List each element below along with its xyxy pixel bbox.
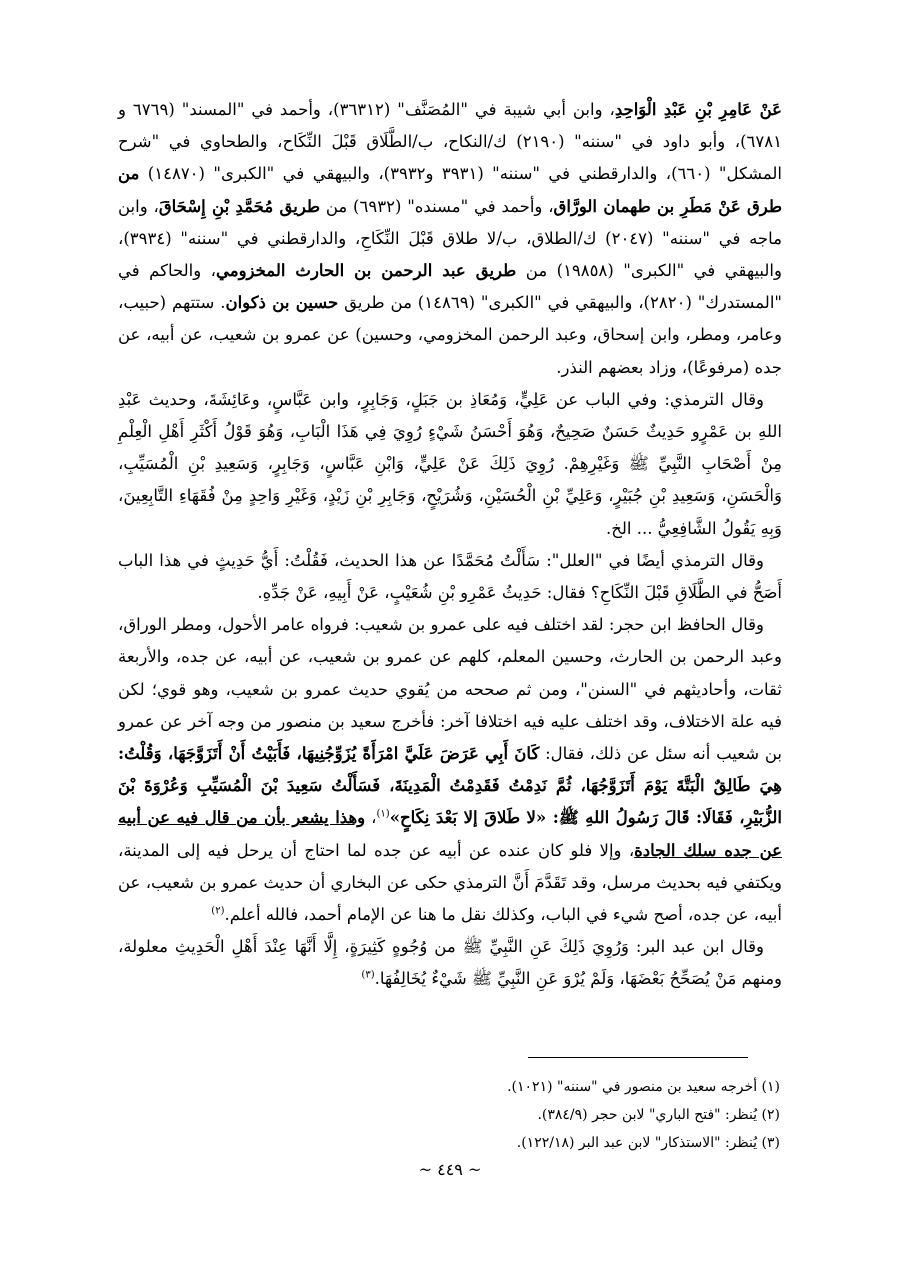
footnote-ref-3[interactable]: (٣): [361, 969, 375, 981]
narrator-husayn: حسين بن ذكوان: [225, 293, 339, 313]
footnotes: [400, 1073, 780, 1157]
page-number: ~ ٤٤٩ ~: [418, 1160, 482, 1179]
narrator-amir: عَنْ عَامِرِ بْنِ عَبْدِ الْوَاحِدِ: [614, 100, 782, 119]
footnote-2: (٢) يُنظر: "فتح الباري" لابن حجر (٣٨٤/٩).: [537, 1107, 780, 1123]
underlined-remark: وهذا يشعر بأن من قال فيه عن أبيه عن جده سلك الجادة: [118, 808, 782, 860]
footnote-ref-2[interactable]: (٢): [211, 905, 225, 917]
narrator-matar: من طرق عَنْ مَطَرِ بن طهمان الورَّاق: [118, 164, 783, 216]
paragraph-1: عَنْ عَامِرِ بْنِ عَبْدِ الْوَاحِدِ، وابن أبي شيبة في "المُصَنَّف" (٣٦٣١٢)، وأحمد في "المسند" (٦٧٦٩ و ٦٧٨١)، وأبو داود في "سننه" (٢١٩٠) ك/النكاح، ب/الطَّلَاق قَبْلَ النِّكَاح، والطحاوي في "شرح المشكل" (٦٦٠)، والدارقطني في "سننه" (٣٩٣١ و٣٩٣٢)، والبيهقي في "الكبرى" (١٤٨٧٠) من طرق عَنْ مَطَرِ بن طهمان الورَّاق، وأحمد في "مسنده" (٦٩٣٢) من طريق مُحَمَّدِ بْنِ إِسْحَاقَ، وابن ماجه في "سننه" (٢٠٤٧) ك/الطلاق، ب/لا طلاق قَبْلَ النِّكَاحِ، والدارقطني في "سننه" (٣٩٣٤)، والبيهقي في "الكبرى" (١٩٨٥٨) من طريق عبد الرحمن بن الحارث المخزومي، والحاكم في "المستدرك" (٢٨٢٠)، والبيهقي في "الكبرى" (١٤٨٦٩) من طريق حسين بن ذكوان. ستتهم (حبيب، وعامر، ومطر، وابن إسحاق، وعبد الرحمن المخزومي، وحسين) عن عمرو بن شعيب، عن أبيه، عن جده (مرفوعًا)، وزاد بعضهم النذر.: [118, 100, 783, 377]
footnote-ref-1[interactable]: (١): [376, 808, 390, 820]
paragraph-2: وقال الترمذي: وفي الباب عن عَلِيٍّ، وَمُعَاذِ بن جَبَلٍ، وَجَابِرٍ، وابن عَبَّاسٍ، وعَائِشَةَ، وحديث عَبْدِ اللهِ بن عَمْرٍو حَدِيثٌ حَسَنٌ صَحِيحٌ، وَهُوَ أَحْسَنُ شَيْءٍ رُوِيَ فِي هَذَا الْبَابِ، وَهُوَ قَوْلُ أَكْثَرِ أَهْلِ الْعِلْمِ مِنْ أَصْحَابِ النَّبِيِّ ﷺ وَغَيْرِهِمْ. رُوِيَ ذَلِكَ عَنْ عَلِيٍّ، وَابْنِ عَبَّاسٍ، وَجَابِرٍ، وَسَعِيدِ بْنِ الْمُسَيِّبِ، وَالْحَسَنِ، وَسَعِيدِ بْنِ جُبَيْرٍ، وَعَلِيِّ بْنِ الْحُسَيْنِ، وَشُرَيْحٍ، وَجَابِرِ بْنِ زَيْدٍ، وَغَيْرِ وَاحِدٍ مِنْ فُقَهَاءِ التَّابِعِينَ، وَبِهِ يَقُولُ الشَّافِعِيُّ ... الخ.: [118, 389, 782, 538]
narrator-abdulrahman: طريق عبد الرحمن بن الحارث المخزومي: [215, 261, 517, 281]
hadith-quote: كَانَ أَبِي عَرَضَ عَلَيَّ امْرَأَةً يُزَوِّجُنِيهَا، فَأَبَيْتُ أَنْ أَتَزَوَّجَهَا، وَقُلْتُ: هِيَ طَالِقٌ الْبَتَّةَ يَوْمَ أَتَزَوَّجُهَا، ثُمَّ نَدِمْتُ فَقَدِمْتُ الْمَدِينَةَ، فَسَأَلْتُ سَعِيدَ بْنَ الْمُسَيِّبِ وَعُرْوَةَ بْنَ الزُّبَيْرِ، فَقَالَا: قَالَ رَسُولُ اللهِ ﷺ: «لا طَلاقَ إلا بَعْدَ نِكَاحٍ»: [118, 744, 782, 828]
footnote-1: (١) أخرجه سعيد بن منصور في "سننه" (١٠٢١).: [507, 1079, 780, 1095]
main-text: [118, 94, 782, 996]
narrator-ibn-ishaq: طريق مُحَمَّدِ بْنِ إِسْحَاقَ: [158, 196, 321, 216]
paragraph-4: وقال الحافظ ابن حجر: لقد اختلف فيه على عمرو بن شعيب: فرواه عامر الأحول، ومطر الوراق، وعبد الرحمن بن الحارث، وحسين المعلم، كلهم عن عمرو بن شعيب، عن أبيه، عن جده، والأربعة ثقات، وأحاديثهم في "السنن"، ومن ثم صححه من يُقوي حديث عمرو بن شعيب، وهو قوي؛ لكن فيه علة الاختلاف، وقد اختلف عليه فيه اختلافا آخر: فأخرج سعيد بن منصور من وجه آخر عن عمرو بن شعيب أنه سئل عن ذلك، فقال: كَانَ أَبِي عَرَضَ عَلَيَّ امْرَأَةً يُزَوِّجُنِيهَا، فَأَبَيْتُ أَنْ أَتَزَوَّجَهَا، وَقُلْتُ: هِيَ طَالِقٌ الْبَتَّةَ يَوْمَ أَتَزَوَّجُهَا، ثُمَّ نَدِمْتُ فَقَدِمْتُ الْمَدِينَةَ، فَسَأَلْتُ سَعِيدَ بْنَ الْمُسَيِّبِ وَعُرْوَةَ بْنَ الزُّبَيْرِ، فَقَالَا: قَالَ رَسُولُ اللهِ ﷺ: «لا طَلاقَ إلا بَعْدَ نِكَاحٍ»$^{(١)}$، وهذا يشعر بأن من قال فيه عن أبيه عن جده سلك الجادة، وإلا فلو كان عنده عن أبيه عن جده لما احتاج أن يرحل فيه إلى المدينة، ويكتفي فيه بحديث مرسل، وقد تَقَدَّمَ أَنَّ الترمذي حكى عن البخاري أن حديث عمرو بن شعيب، عن أبيه، عن جده، أصح شيء في الباب، وكذلك نقل ما هنا عن الإمام أحمد، فالله أعلم.$^{(٢)}$: [118, 615, 783, 925]
footnote-divider: [528, 1057, 748, 1058]
paragraph-3: وقال الترمذي أيضًا في "العلل": سَأَلْتُ مُحَمَّدًا عن هذا الحديث، فَقُلْتُ: أَيُّ حَدِيثٍ في هذا الباب أَصَحُّ في الطَّلَاقِ قَبْلَ النِّكَاحِ؟ فقال: حَدِيثُ عَمْرِو بْنِ شُعَيْبٍ، عَنْ أَبِيهِ، عَنْ جَدِّهِ.: [118, 550, 782, 603]
paragraph-5: وقال ابن عبد البر: وَرُوِيَ ذَلِكَ عَنِ النَّبِيِّ ﷺ من وُجُوهٍ كَثِيرَةٍ، إِلَّا أَنَّهَا عِنْدَ أَهْلِ الْحَدِيثِ معلولة، ومنهم مَنْ يُصَحِّحُ بَعْضَهَا، وَلَمْ يُرْوَ عَنِ النَّبِيِّ ﷺ شَيْءٌ يُخَالِفُهَا.$^{(٣)}$: [118, 937, 782, 989]
footnote-3: (٣) يُنظر: "الاستذكار" لابن عبد البر (١٢٢/١٨).: [516, 1135, 780, 1151]
